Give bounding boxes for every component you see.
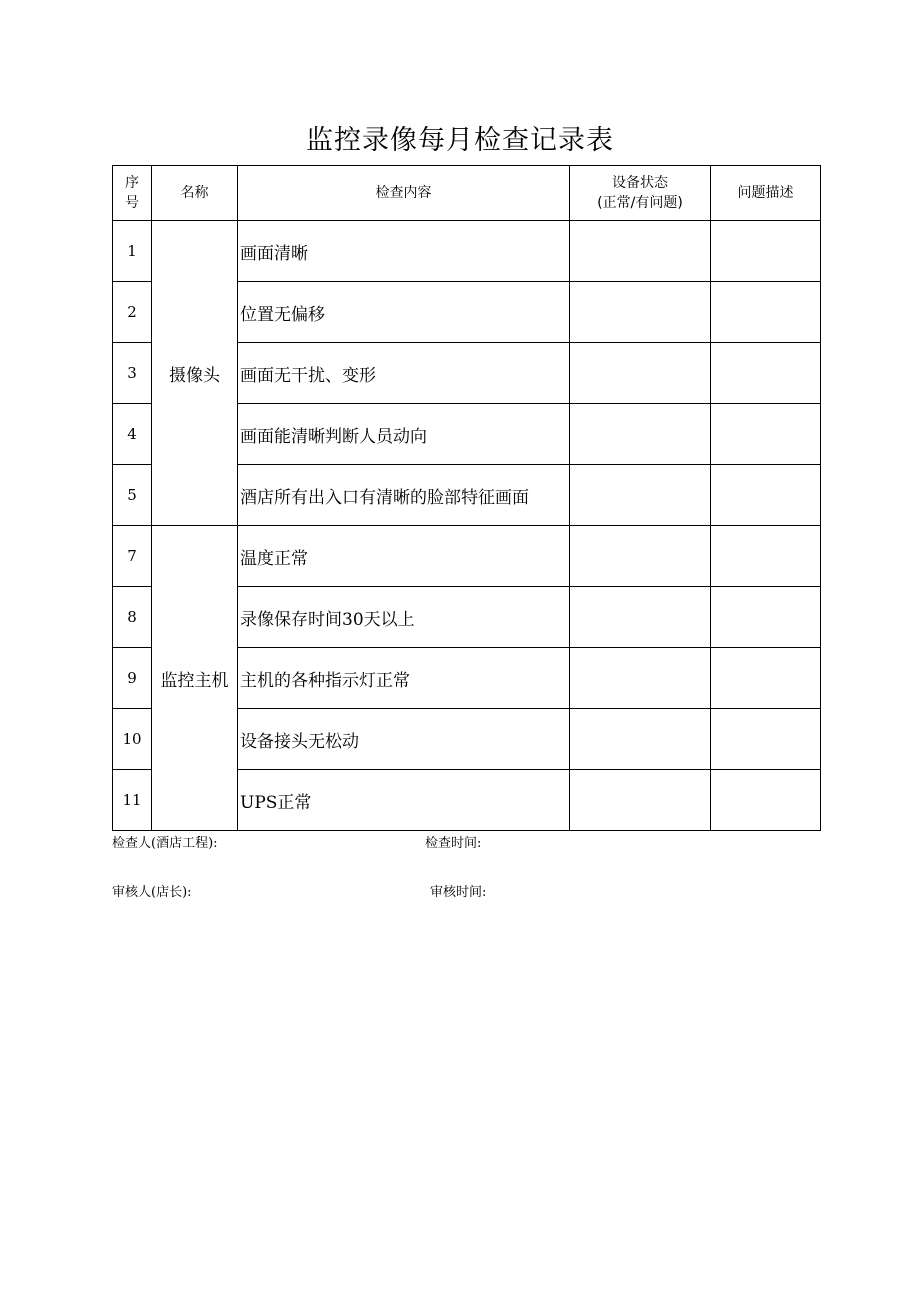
row-content: 画面清晰 (238, 221, 570, 282)
desc-cell[interactable] (711, 587, 821, 648)
table-row (113, 221, 821, 282)
row-content: 位置无偏移 (238, 282, 570, 343)
row-seq: 2 (113, 282, 152, 343)
row-content: 主机的各种指示灯正常 (238, 648, 570, 709)
inspector-label: 检查人(酒店工程): (112, 836, 218, 851)
status-cell[interactable] (570, 221, 711, 282)
status-cell[interactable] (570, 709, 711, 770)
status-cell[interactable] (570, 282, 711, 343)
row-seq: 1 (113, 221, 152, 282)
header-desc: 问题描述 (711, 166, 821, 221)
table-row (113, 526, 821, 587)
desc-cell[interactable] (711, 770, 821, 831)
header-status-line2: (正常/有问题) (597, 195, 683, 211)
group-name-host: 监控主机 (152, 526, 238, 831)
inspect-time-label: 检查时间: (425, 836, 482, 851)
inspection-table (112, 165, 821, 831)
desc-cell[interactable] (711, 404, 821, 465)
header-status-line1: 设备状态 (612, 175, 668, 191)
header-status (570, 166, 711, 221)
desc-cell[interactable] (711, 526, 821, 587)
document-title: 监控录像每月检查记录表 (306, 125, 614, 156)
row-content: 画面无干扰、变形 (238, 343, 570, 404)
status-cell[interactable] (570, 343, 711, 404)
row-seq: 5 (113, 465, 152, 526)
status-cell[interactable] (570, 465, 711, 526)
row-content: 设备接头无松动 (238, 709, 570, 770)
desc-cell[interactable] (711, 709, 821, 770)
header-seq (113, 166, 152, 221)
status-cell[interactable] (570, 587, 711, 648)
review-time-label: 审核时间: (430, 885, 487, 900)
row-content: UPS正常 (238, 770, 570, 831)
row-seq: 3 (113, 343, 152, 404)
header-content: 检查内容 (238, 166, 570, 221)
desc-cell[interactable] (711, 221, 821, 282)
status-cell[interactable] (570, 648, 711, 709)
table-header-row (113, 166, 821, 221)
header-name: 名称 (152, 166, 238, 221)
desc-cell[interactable] (711, 343, 821, 404)
status-cell[interactable] (570, 404, 711, 465)
desc-cell[interactable] (711, 282, 821, 343)
row-seq: 4 (113, 404, 152, 465)
row-seq: 10 (113, 709, 152, 770)
row-seq: 8 (113, 587, 152, 648)
status-cell[interactable] (570, 770, 711, 831)
header-seq-label: 序号 (125, 175, 139, 211)
status-cell[interactable] (570, 526, 711, 587)
row-content: 画面能清晰判断人员动向 (238, 404, 570, 465)
row-seq: 11 (113, 770, 152, 831)
row-content: 温度正常 (238, 526, 570, 587)
group-name-camera: 摄像头 (152, 221, 238, 526)
desc-cell[interactable] (711, 648, 821, 709)
row-content: 录像保存时间30天以上 (238, 587, 570, 648)
row-content: 酒店所有出入口有清晰的脸部特征画面 (238, 465, 570, 526)
desc-cell[interactable] (711, 465, 821, 526)
reviewer-label: 审核人(店长): (112, 885, 192, 900)
row-seq: 7 (113, 526, 152, 587)
row-seq: 9 (113, 648, 152, 709)
